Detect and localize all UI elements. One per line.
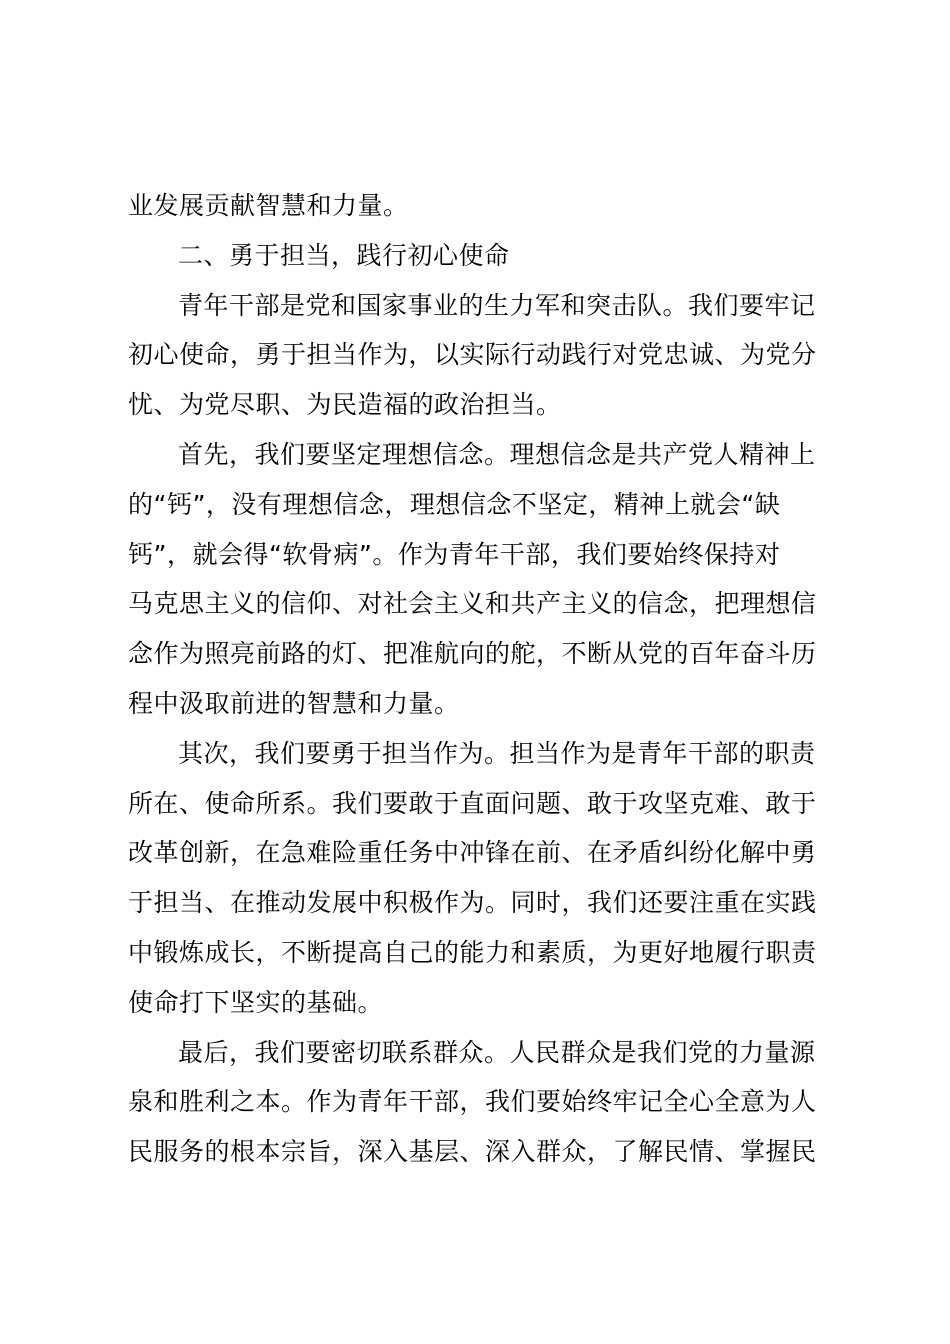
text-line: 所在、使命所系。我们要敢于直面问题、敢于攻坚克难、敢于 xyxy=(128,788,817,818)
text-line: 首先，我们要坚定理想信念。理想信念是共产党人精神上 xyxy=(178,439,816,469)
text-line: 改革创新，在急难险重任务中冲锋在前、在矛盾纠纷化解中勇 xyxy=(128,838,817,868)
text-line: 钙”，就会得“软骨病”。作为青年干部，我们要始终保持对 xyxy=(128,539,781,569)
text-line: 的“钙”，没有理想信念，理想信念不坚定，精神上就会“缺 xyxy=(128,489,781,519)
text-line: 泉和胜利之本。作为青年干部，我们要始终牢记全心全意为人 xyxy=(128,1087,817,1117)
text-line: 于担当、在推动发展中积极作为。同时，我们还要注重在实践 xyxy=(128,888,817,918)
text-line: 初心使命，勇于担当作为，以实际行动践行对党忠诚、为党分 xyxy=(128,340,817,370)
text-line: 念作为照亮前路的灯、把准航向的舵，不断从党的百年奋斗历 xyxy=(128,639,817,669)
document-body xyxy=(128,181,833,1177)
text-line: 业发展贡献智慧和力量。 xyxy=(128,191,409,220)
text-line: 民服务的根本宗旨，深入基层、深入群众，了解民情、掌握民 xyxy=(128,1137,817,1167)
text-line: 中锻炼成长，不断提高自己的能力和素质，为更好地履行职责 xyxy=(128,937,817,967)
text-line: 程中汲取前进的智慧和力量。 xyxy=(128,688,460,718)
text-line: 最后，我们要密切联系群众。人民群众是我们党的力量源 xyxy=(178,1037,816,1067)
text-line: 使命打下坚实的基础。 xyxy=(128,987,384,1017)
text-line: 其次，我们要勇于担当作为。担当作为是青年干部的职责 xyxy=(178,738,816,768)
section-heading: 二、勇于担当，践行初心使命 xyxy=(178,240,510,270)
text-line: 忧、为党尽职、为民造福的政治担当。 xyxy=(128,390,562,420)
text-line: 马克思主义的信仰、对社会主义和共产主义的信念，把理想信 xyxy=(128,589,817,619)
text-line: 青年干部是党和国家事业的生力军和突击队。我们要牢记 xyxy=(178,290,816,320)
